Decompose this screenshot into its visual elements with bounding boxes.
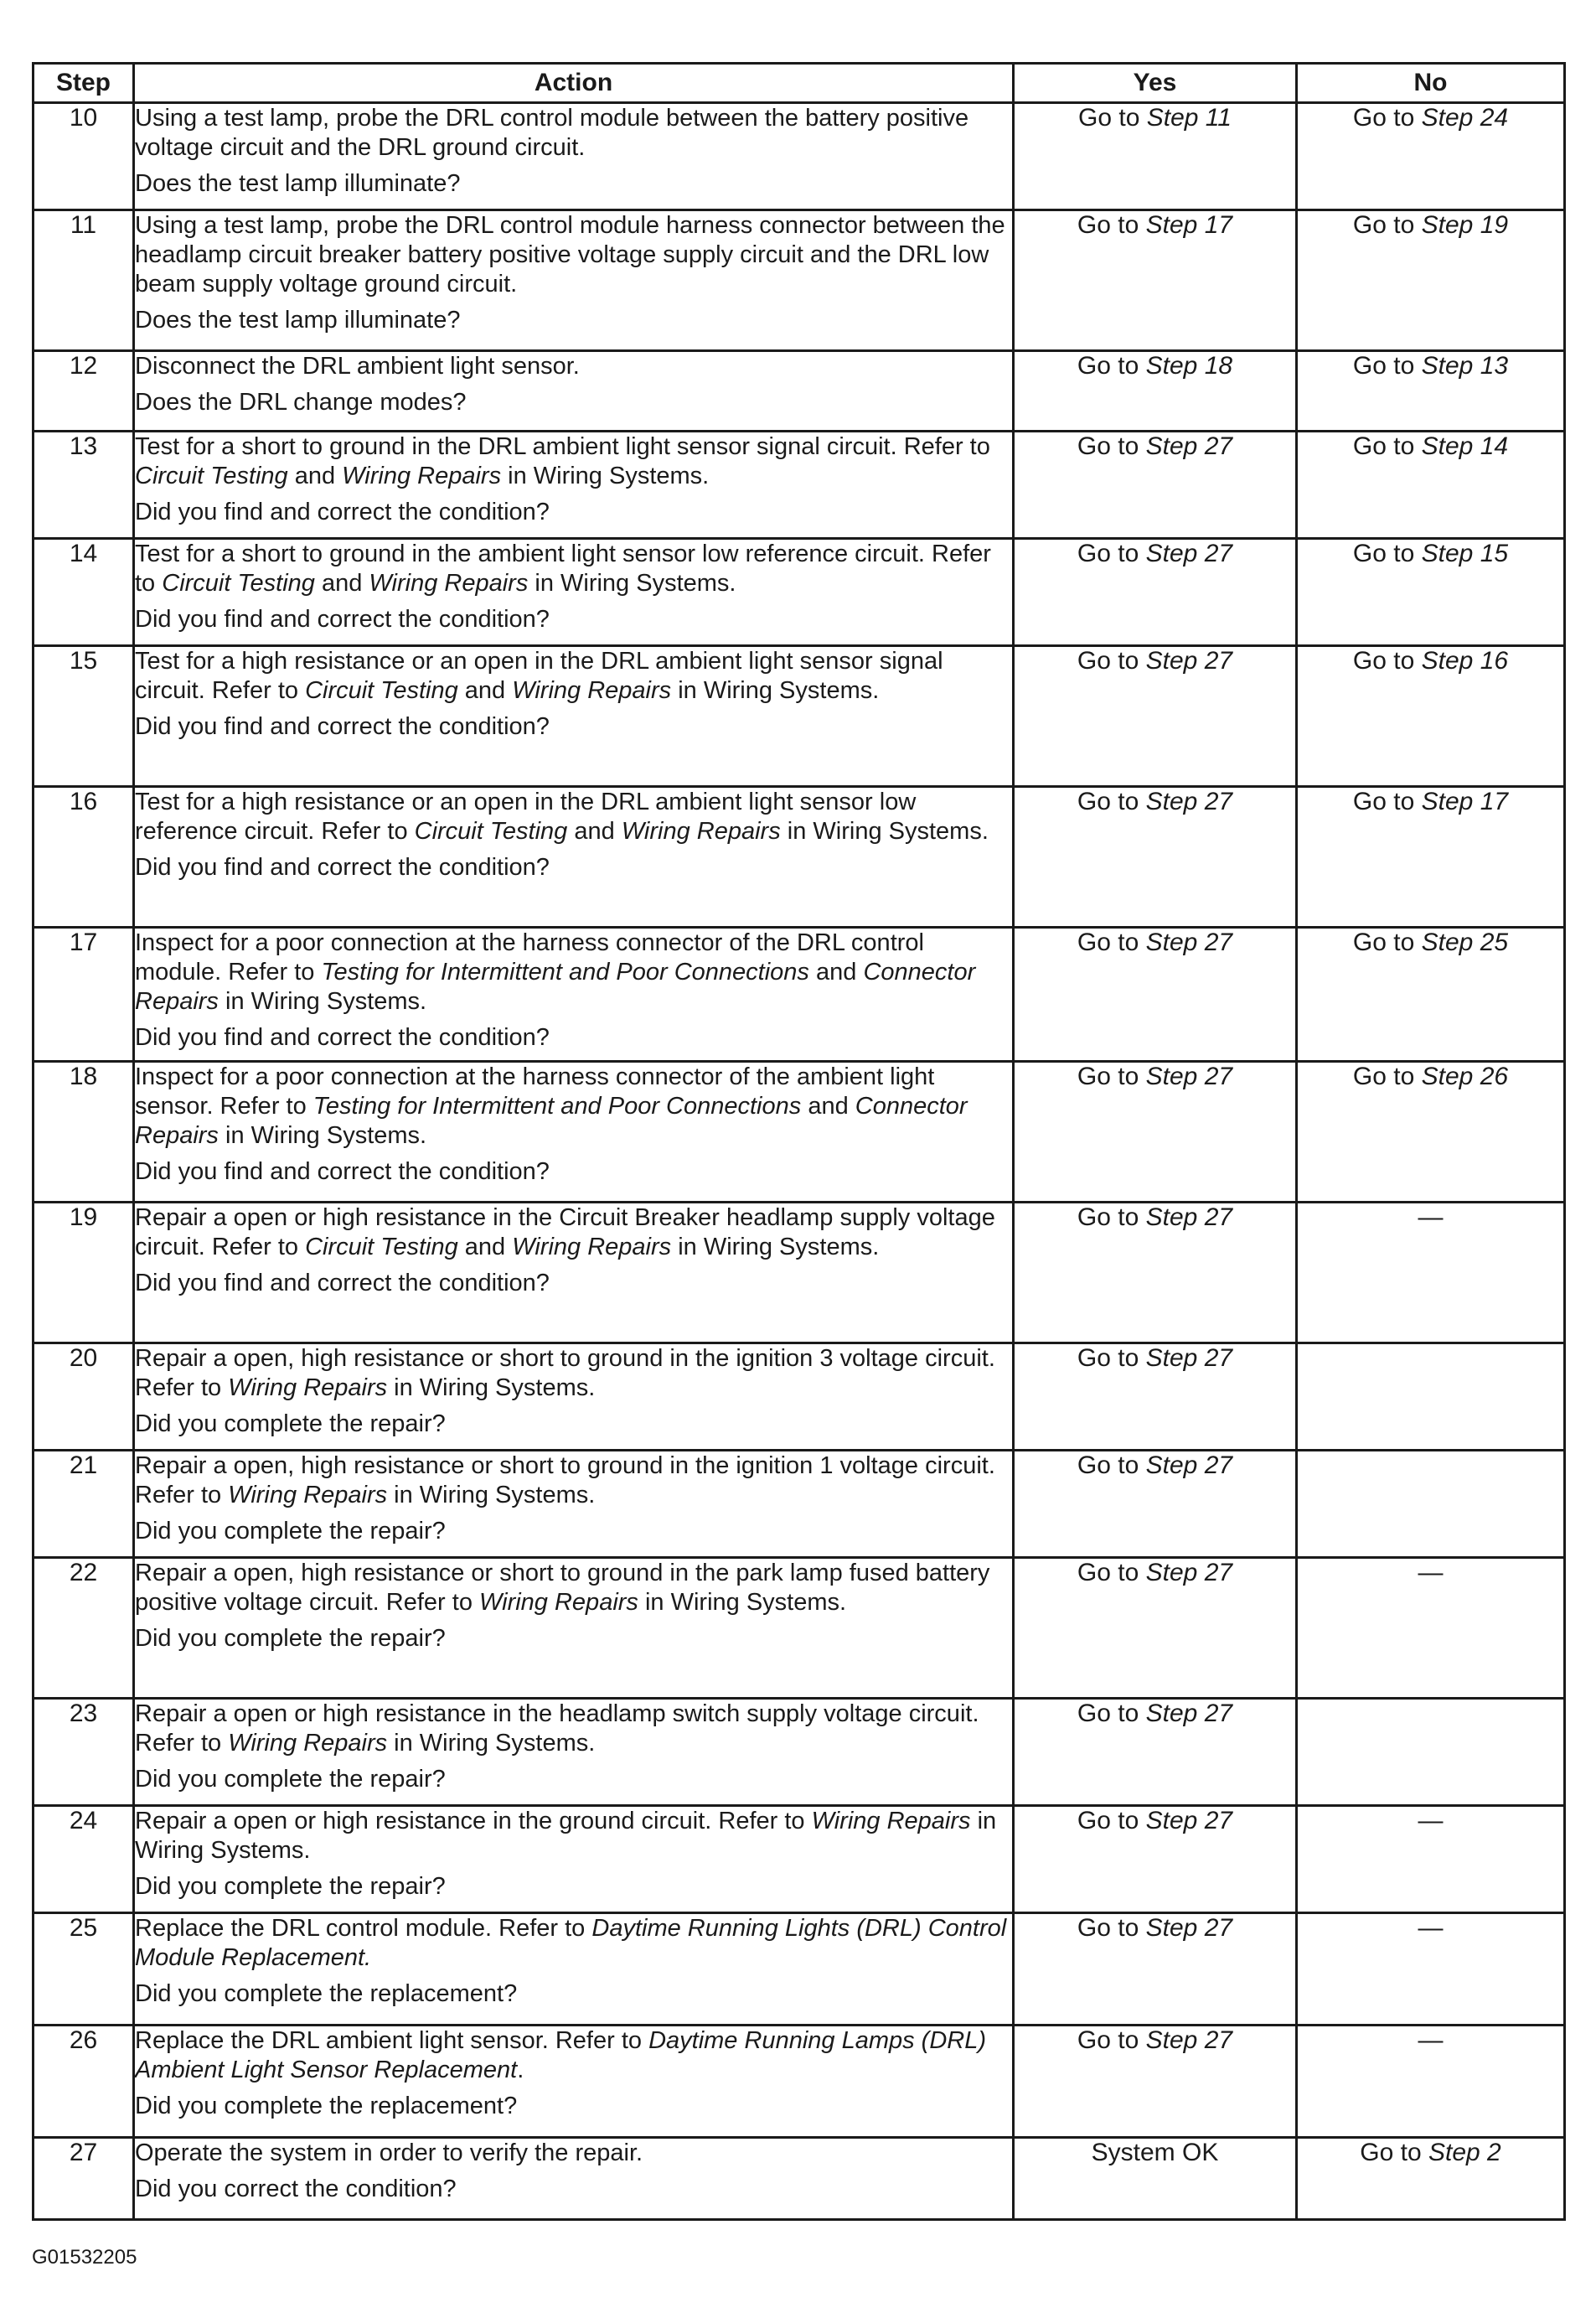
action-question: Did you find and correct the condition? [135, 854, 550, 881]
yes-result [1014, 2138, 1297, 2220]
action-segment: in Wiring Systems. [671, 1234, 880, 1260]
goto-step-link: Step 14 [1421, 432, 1509, 460]
action-cell [134, 351, 1014, 432]
no-result [1297, 1451, 1565, 1558]
yes-result [1014, 1203, 1297, 1343]
action-reference: Daytime Running Lights (DRL) Control Module Replacement. [135, 1915, 1007, 1971]
goto-prefix: Go to [1077, 1344, 1146, 1372]
action-reference: Circuit Testing [414, 818, 568, 845]
goto-prefix: Go to [1077, 1559, 1146, 1586]
action-text [135, 1451, 1012, 1510]
step-number: 21 [34, 1451, 134, 1558]
action-text [135, 432, 1012, 491]
action-segment: Using a test lamp, probe the DRL control module harness connector between the headlamp circuit breaker battery positive voltage supply circuit and the DRL low beam supply voltage ground circuit. [135, 212, 1005, 298]
goto-step-link: Step 17 [1145, 211, 1233, 239]
no-result [1297, 1806, 1565, 1913]
table-row [34, 1806, 1565, 1913]
no-result [1297, 1558, 1565, 1699]
goto-prefix: Go to [1352, 104, 1422, 132]
action-cell [134, 210, 1014, 351]
goto-prefix: Go to [1360, 2139, 1428, 2166]
goto-prefix: Go to [1352, 352, 1422, 380]
goto-step-link: Step 11 [1146, 104, 1232, 132]
action-question: Did you complete the repair? [135, 1873, 446, 1900]
action-question: Does the DRL change modes? [135, 389, 467, 416]
not-applicable-dash: — [1418, 1203, 1444, 1231]
action-reference: Circuit Testing [305, 1234, 458, 1260]
action-segment: Repair a open or high resistance in the Circuit Breaker headlamp supply voltage circuit. Refer to [135, 1204, 995, 1260]
yes-result [1014, 787, 1297, 928]
action-cell [134, 1343, 1014, 1451]
not-applicable-dash: — [1418, 1559, 1444, 1586]
step-number: 27 [34, 2138, 134, 2220]
action-reference: Wiring Repairs [369, 570, 529, 597]
step-number: 13 [34, 432, 134, 539]
goto-step-link: Step 27 [1145, 1451, 1233, 1479]
action-question: Did you complete the repair? [135, 1766, 446, 1793]
step-number: 24 [34, 1806, 134, 1913]
goto-step-link: Step 24 [1421, 104, 1509, 132]
action-segment: in Wiring Systems. [671, 677, 880, 704]
action-question: Did you find and correct the condition? [135, 499, 550, 525]
goto-step-link: Step 13 [1421, 352, 1509, 380]
action-text [135, 929, 1012, 1017]
table-row [34, 210, 1565, 351]
goto-prefix: Go to [1077, 540, 1146, 567]
action-cell [134, 1558, 1014, 1699]
figure-code: G01532205 [32, 2246, 137, 2269]
action-reference: Wiring Repairs [621, 818, 781, 845]
action-segment: Inspect for a poor connection at the harness connector of the DRL control module. Refer to [135, 929, 924, 986]
action-text [135, 1203, 1012, 1262]
step-number: 12 [34, 351, 134, 432]
action-reference: Testing for Intermittent and Poor Connections [321, 959, 809, 986]
action-question: Did you complete the replacement? [135, 2093, 518, 2119]
action-text [135, 1700, 1012, 1758]
goto-prefix: Go to [1352, 1063, 1422, 1090]
table-row [34, 787, 1565, 928]
no-result [1297, 2026, 1565, 2138]
action-segment: Disconnect the DRL ambient light sensor. [135, 353, 580, 380]
action-segment: Repair a open or high resistance in the ground circuit. Refer to [135, 1808, 812, 1834]
goto-step-link: Step 16 [1421, 647, 1509, 675]
goto-prefix: Go to [1077, 211, 1146, 239]
no-result [1297, 539, 1565, 646]
action-question: Did you complete the repair? [135, 1410, 446, 1437]
action-cell [134, 1062, 1014, 1203]
goto-prefix: Go to [1077, 1203, 1146, 1231]
action-reference: Wiring Repairs [512, 677, 672, 704]
yes-result [1014, 2026, 1297, 2138]
header-no: No [1297, 64, 1565, 103]
action-segment: Replace the DRL ambient light sensor. Refer to [135, 2027, 649, 2054]
goto-step-link: Step 27 [1145, 1914, 1233, 1942]
goto-prefix: Go to [1077, 788, 1146, 815]
goto-step-link: Step 27 [1145, 788, 1233, 815]
yes-result [1014, 1699, 1297, 1806]
header-step: Step [34, 64, 134, 103]
goto-step-link: Step 2 [1428, 2139, 1501, 2166]
action-segment: Repair a open, high resistance or short to ground in the ignition 3 voltage circuit. Refer to [135, 1345, 995, 1401]
action-segment: in Wiring Systems. [135, 1808, 997, 1864]
action-text [135, 2026, 1012, 2085]
table-row [34, 2026, 1565, 2138]
step-number: 25 [34, 1913, 134, 2026]
action-segment: in Wiring Systems. [638, 1589, 847, 1616]
table-row [34, 1558, 1565, 1699]
action-reference: Circuit Testing [305, 677, 458, 704]
action-question: Did you complete the repair? [135, 1625, 446, 1652]
table-row [34, 646, 1565, 787]
action-segment: in Wiring Systems. [387, 1730, 596, 1757]
not-applicable-dash: — [1418, 2026, 1444, 2054]
action-segment: . [517, 2057, 524, 2083]
no-result [1297, 210, 1565, 351]
action-question: Did you complete the repair? [135, 1518, 446, 1544]
action-text [135, 104, 1012, 163]
action-cell [134, 539, 1014, 646]
table-row [34, 1062, 1565, 1203]
action-reference: Wiring Repairs [228, 1374, 388, 1401]
action-cell [134, 646, 1014, 787]
action-segment: Test for a high resistance or an open in the DRL ambient light sensor low reference circuit. Refer to [135, 789, 917, 845]
action-reference: Connector Repairs [135, 959, 976, 1015]
goto-prefix: Go to [1077, 929, 1146, 956]
step-number: 16 [34, 787, 134, 928]
action-cell [134, 1203, 1014, 1343]
action-cell [134, 432, 1014, 539]
action-text [135, 1807, 1012, 1865]
goto-step-link: Step 27 [1145, 647, 1233, 675]
goto-step-link: Step 27 [1145, 1559, 1233, 1586]
table-row [34, 1451, 1565, 1558]
action-cell [134, 787, 1014, 928]
goto-prefix: Go to [1077, 1700, 1146, 1727]
action-segment: in Wiring Systems. [780, 818, 989, 845]
goto-step-link: Step 27 [1145, 929, 1233, 956]
table-body [34, 103, 1565, 2220]
action-cell [134, 2138, 1014, 2220]
action-segment: in Wiring Systems. [528, 570, 736, 597]
action-segment: in Wiring Systems. [501, 463, 710, 489]
goto-prefix: Go to [1077, 1063, 1146, 1090]
action-question: Did you find and correct the condition? [135, 713, 550, 740]
action-reference: Wiring Repairs [228, 1482, 388, 1508]
goto-step-link: Step 18 [1145, 352, 1233, 380]
no-result [1297, 1343, 1565, 1451]
action-segment: and [567, 818, 622, 845]
step-number: 26 [34, 2026, 134, 2138]
goto-step-link: Step 26 [1421, 1063, 1509, 1090]
table-row [34, 432, 1565, 539]
action-segment: Test for a short to ground in the ambient light sensor low reference circuit. Refer to [135, 541, 991, 597]
no-result [1297, 1203, 1565, 1343]
yes-result [1014, 539, 1297, 646]
action-segment: in Wiring Systems. [387, 1374, 596, 1401]
step-number: 11 [34, 210, 134, 351]
action-cell [134, 1451, 1014, 1558]
step-number: 18 [34, 1062, 134, 1203]
goto-prefix: Go to [1078, 104, 1147, 132]
diagnostic-table [32, 62, 1566, 2221]
action-question: Did you complete the replacement? [135, 1980, 518, 2007]
goto-step-link: Step 27 [1145, 1344, 1233, 1372]
action-segment: and [808, 959, 864, 986]
action-question: Did you find and correct the condition? [135, 1024, 550, 1051]
goto-step-link: Step 15 [1421, 540, 1509, 567]
action-reference: Wiring Repairs [512, 1234, 672, 1260]
goto-prefix: Go to [1077, 432, 1146, 460]
goto-step-link: Step 27 [1145, 1700, 1233, 1727]
action-segment: and [457, 677, 513, 704]
action-segment: and [314, 570, 369, 597]
no-result [1297, 351, 1565, 432]
action-reference: Wiring Repairs [342, 463, 502, 489]
table-row [34, 1203, 1565, 1343]
action-text [135, 1063, 1012, 1151]
action-text [135, 647, 1012, 706]
yes-result [1014, 351, 1297, 432]
action-cell [134, 1913, 1014, 2026]
yes-result [1014, 210, 1297, 351]
goto-prefix: Go to [1077, 2026, 1146, 2054]
yes-result [1014, 1451, 1297, 1558]
action-text [135, 352, 1012, 381]
no-result [1297, 2138, 1565, 2220]
goto-prefix: Go to [1077, 1807, 1146, 1834]
action-text [135, 788, 1012, 846]
action-text [135, 2139, 1012, 2168]
step-number: 23 [34, 1699, 134, 1806]
action-segment: Repair a open, high resistance or short to ground in the park lamp fused battery positive voltage circuit. Refer to [135, 1560, 990, 1616]
action-reference: Wiring Repairs [228, 1730, 388, 1757]
action-segment: Test for a short to ground in the DRL ambient light sensor signal circuit. Refer to [135, 433, 990, 460]
action-question: Did you find and correct the condition? [135, 606, 550, 633]
goto-prefix: Go to [1352, 540, 1422, 567]
no-result [1297, 1913, 1565, 2026]
goto-step-link: Step 19 [1421, 211, 1509, 239]
action-text [135, 1344, 1012, 1403]
action-reference: Testing for Intermittent and Poor Connections [312, 1093, 802, 1120]
goto-prefix: Go to [1352, 929, 1422, 956]
action-question: Did you find and correct the condition? [135, 1158, 550, 1185]
goto-prefix: Go to [1352, 432, 1422, 460]
yes-result [1014, 1806, 1297, 1913]
step-number: 14 [34, 539, 134, 646]
no-result [1297, 928, 1565, 1062]
table-row [34, 539, 1565, 646]
goto-prefix: Go to [1352, 647, 1422, 675]
action-question: Did you find and correct the condition? [135, 1270, 550, 1296]
goto-step-link: Step 27 [1145, 540, 1233, 567]
step-number: 20 [34, 1343, 134, 1451]
table-row [34, 1699, 1565, 1806]
goto-step-link: Step 27 [1145, 1203, 1233, 1231]
header-action: Action [134, 64, 1014, 103]
action-reference: Wiring Repairs [811, 1808, 971, 1834]
goto-step-link: Step 17 [1421, 788, 1509, 815]
action-segment: Inspect for a poor connection at the harness connector of the ambient light sensor. Refer to [135, 1063, 935, 1120]
yes-result [1014, 928, 1297, 1062]
yes-result [1014, 646, 1297, 787]
action-segment: in Wiring Systems. [218, 988, 427, 1015]
action-cell [134, 103, 1014, 210]
not-applicable-dash: — [1418, 1807, 1444, 1834]
action-reference: Daytime Running Lamps (DRL) Ambient Light Sensor Replacement [135, 2027, 987, 2083]
action-cell [134, 2026, 1014, 2138]
yes-result [1014, 1062, 1297, 1203]
action-text [135, 540, 1012, 598]
action-segment: Using a test lamp, probe the DRL control module between the battery positive voltage circuit and the DRL ground circuit. [135, 105, 969, 161]
table-row [34, 1343, 1565, 1451]
action-question: Does the test lamp illuminate? [135, 170, 461, 197]
table-row [34, 103, 1565, 210]
no-result [1297, 1062, 1565, 1203]
yes-result [1014, 103, 1297, 210]
goto-prefix: Go to [1077, 1451, 1146, 1479]
action-segment: and [287, 463, 343, 489]
action-segment: in Wiring Systems. [218, 1122, 427, 1149]
yes-result [1014, 1558, 1297, 1699]
goto-prefix: Go to [1077, 1914, 1146, 1942]
yes-result [1014, 432, 1297, 539]
step-number: 10 [34, 103, 134, 210]
goto-prefix: Go to [1077, 647, 1146, 675]
no-result [1297, 646, 1565, 787]
goto-step-link: Step 27 [1145, 1063, 1233, 1090]
goto-step-link: Step 27 [1145, 1807, 1233, 1834]
table-row [34, 2138, 1565, 2220]
header-yes: Yes [1014, 64, 1297, 103]
action-segment: and [457, 1234, 513, 1260]
action-reference: Circuit Testing [135, 463, 288, 489]
yes-result [1014, 1343, 1297, 1451]
not-applicable-dash: — [1418, 1914, 1444, 1942]
table-row [34, 351, 1565, 432]
goto-prefix: Go to [1077, 352, 1146, 380]
step-number: 19 [34, 1203, 134, 1343]
action-reference: Connector Repairs [135, 1093, 968, 1149]
action-text [135, 1559, 1012, 1617]
action-question: Does the test lamp illuminate? [135, 307, 461, 334]
action-text [135, 211, 1012, 299]
table-row [34, 1913, 1565, 2026]
table-row [34, 928, 1565, 1062]
action-cell [134, 1699, 1014, 1806]
yes-result [1014, 1913, 1297, 2026]
no-result [1297, 1699, 1565, 1806]
action-segment: Operate the system in order to verify the repair. [135, 2139, 643, 2166]
goto-prefix: Go to [1352, 211, 1422, 239]
action-segment: Replace the DRL control module. Refer to [135, 1915, 592, 1942]
no-result [1297, 103, 1565, 210]
no-result [1297, 787, 1565, 928]
action-reference: Wiring Repairs [479, 1589, 638, 1616]
step-number: 15 [34, 646, 134, 787]
action-segment: Test for a high resistance or an open in the DRL ambient light sensor signal circuit. Refer to [135, 648, 943, 704]
goto-prefix: Go to [1352, 788, 1422, 815]
action-text [135, 1914, 1012, 1973]
action-reference: Circuit Testing [162, 570, 315, 597]
action-question: Did you correct the condition? [135, 2176, 457, 2202]
action-segment: in Wiring Systems. [387, 1482, 596, 1508]
goto-step-link: Step 25 [1421, 929, 1509, 956]
step-number: 22 [34, 1558, 134, 1699]
result-text: System OK [1091, 2139, 1219, 2166]
no-result [1297, 432, 1565, 539]
action-segment: Repair a open or high resistance in the headlamp switch supply voltage circuit. Refer to [135, 1700, 979, 1757]
action-segment: and [801, 1093, 855, 1120]
action-segment: Repair a open, high resistance or short to ground in the ignition 1 voltage circuit. Refer to [135, 1452, 995, 1508]
action-cell [134, 1806, 1014, 1913]
goto-step-link: Step 27 [1145, 2026, 1233, 2054]
action-cell [134, 928, 1014, 1062]
step-number: 17 [34, 928, 134, 1062]
table-header-row [34, 64, 1565, 103]
goto-step-link: Step 27 [1145, 432, 1233, 460]
